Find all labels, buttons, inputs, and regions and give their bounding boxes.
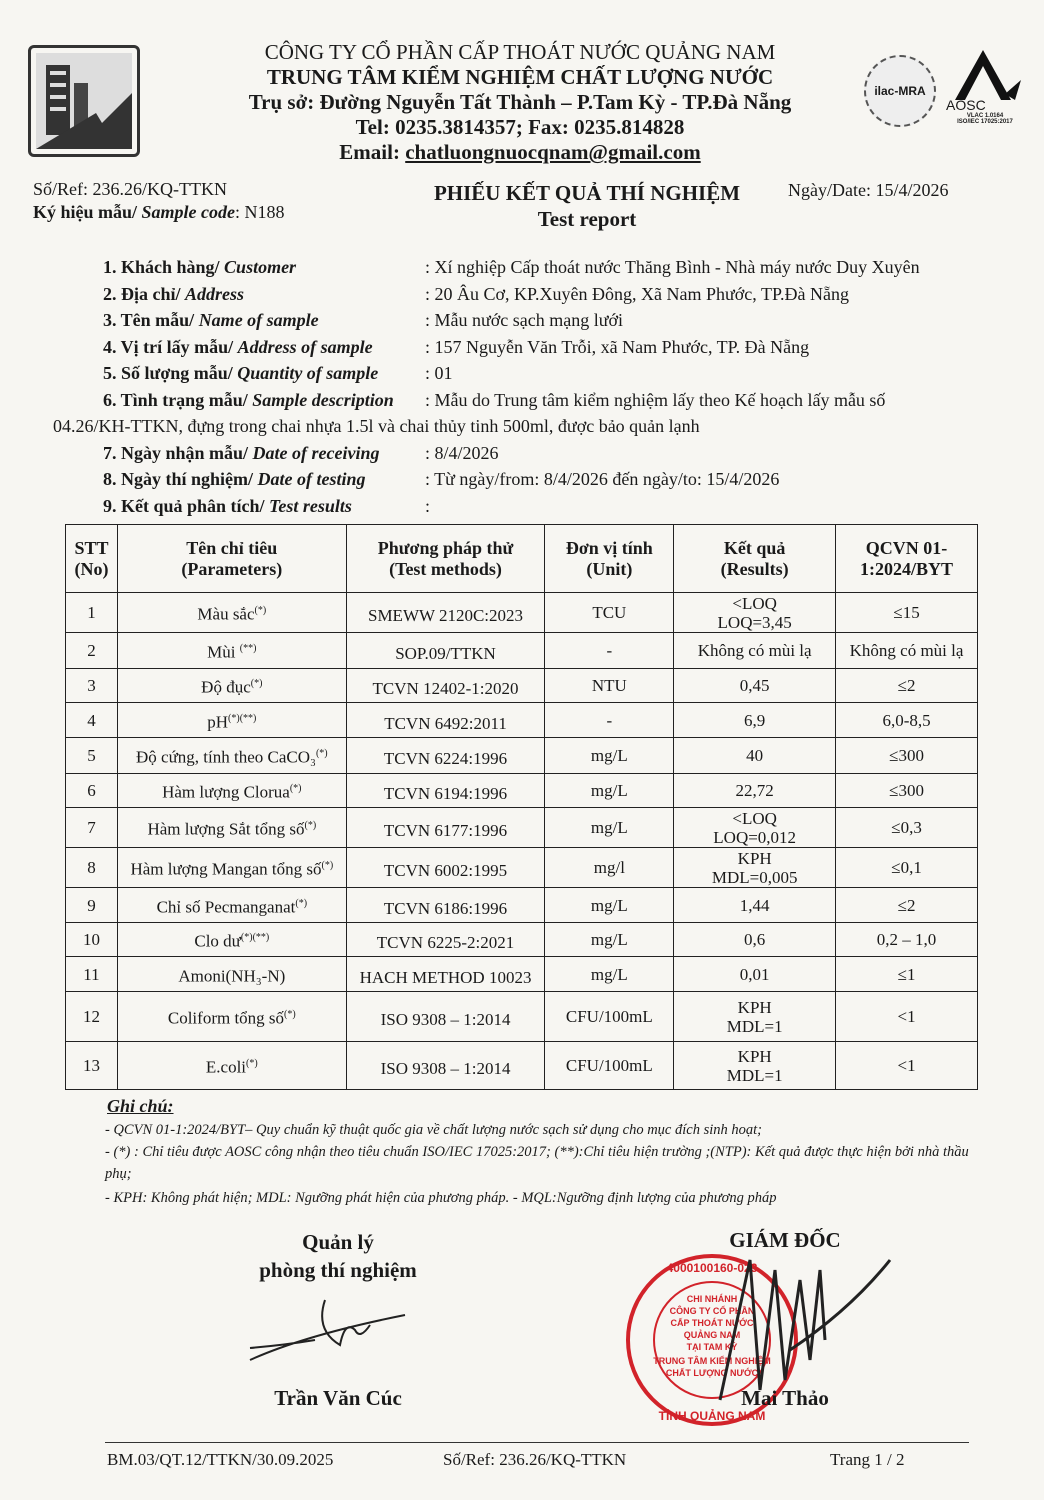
- row-number: 1: [66, 593, 118, 633]
- test-method: TCVN 6225-2:2021: [346, 923, 545, 957]
- result: KPH MDL=0,005: [674, 848, 836, 888]
- info-value-continued: 04.26/KH-TTKN, đựng trong chai nhựa 1.5l và chai thủy tinh 500ml, được bảo quản lạnh: [53, 416, 700, 436]
- center-name: TRUNG TÂM KIỂM NGHIỆM CHẤT LƯỢNG NƯỚC: [266, 65, 774, 89]
- table-row: [66, 957, 978, 992]
- test-method: SOP.09/TTKN: [346, 633, 545, 669]
- column-header: Đơn vị tính (Unit): [545, 525, 674, 593]
- standard-limit: ≤300: [836, 738, 978, 774]
- report-date: Ngày/Date: 15/4/2026: [788, 180, 949, 200]
- director-name: Mai Thảo: [741, 1386, 829, 1410]
- row-number: 4: [66, 703, 118, 738]
- column-header: Tên chỉ tiêu (Parameters): [117, 525, 346, 593]
- column-header: Kết quả (Results): [674, 525, 836, 593]
- info-row: 6. Tình trạng mẫu/ Sample description : Mẫu do Trung tâm kiểm nghiệm lấy theo Kế hoạch lấy mẫu số: [103, 387, 920, 414]
- info-value: : Từ ngày/from: 8/4/2026 đến ngày/to: 15/4/2026: [425, 469, 780, 489]
- row-number: 11: [66, 957, 118, 992]
- info-row: 9. Kết quả phân tích/ Test results :: [103, 493, 920, 520]
- sample-info: [53, 254, 920, 519]
- ilac-mra-logo: ilac-MRA: [864, 55, 936, 127]
- note-line: - (*) : Chỉ tiêu được AOSC công nhận theo tiêu chuẩn ISO/IEC 17025:2017; (**):Chỉ tiêu hiện trường ;(NTP): Kết quả được thực hiện bởi nhà thầu phụ;: [105, 1144, 969, 1182]
- svg-text:TỈNH QUẢNG NAM: TỈNH QUẢNG NAM: [658, 1409, 766, 1423]
- company-name: CÔNG TY CỔ PHẦN CẤP THOÁT NƯỚC QUẢNG NAM: [264, 40, 776, 64]
- result: <LOQ LOQ=0,012: [674, 808, 836, 848]
- parameter: Clo dư(*)(**): [117, 923, 346, 957]
- unit: CFU/100mL: [545, 992, 674, 1042]
- table-row: [66, 633, 978, 669]
- lab-manager-signature: [245, 1290, 425, 1370]
- unit: TCU: [545, 593, 674, 633]
- director-title: GIÁM ĐỐC: [729, 1228, 841, 1252]
- table-row: [66, 1042, 978, 1090]
- table-row: [66, 992, 978, 1042]
- row-number: 5: [66, 738, 118, 774]
- svg-text:4000100160-023: 4000100160-023: [666, 1261, 758, 1275]
- result: 6,9: [674, 703, 836, 738]
- test-method: SMEWW 2120C:2023: [346, 593, 545, 633]
- result: KPH MDL=1: [674, 1042, 836, 1090]
- phone-fax: Tel: 0235.3814357; Fax: 0235.814828: [355, 115, 685, 139]
- standard-limit: ≤2: [836, 888, 978, 923]
- parameter: Mùi (**): [117, 633, 346, 669]
- table-row: [66, 923, 978, 957]
- result: 0,45: [674, 669, 836, 703]
- standard-limit: ≤0,1: [836, 848, 978, 888]
- info-row: 8. Ngày thí nghiệm/ Date of testing : Từ ngày/from: 8/4/2026 đến ngày/to: 15/4/2026: [103, 466, 920, 493]
- svg-text:CẤP THOÁT NƯỚC: CẤP THOÁT NƯỚC: [670, 1318, 754, 1328]
- unit: mg/L: [545, 888, 674, 923]
- unit: mg/L: [545, 774, 674, 808]
- unit: -: [545, 703, 674, 738]
- info-row: 4. Vị trí lấy mẫu/ Address of sample : 157 Nguyễn Văn Trỗi, xã Nam Phước, TP. Đà Nẵng: [103, 334, 920, 361]
- test-method: TCVN 6186:1996: [346, 888, 545, 923]
- footer-divider: [105, 1442, 969, 1443]
- standard-limit: ≤1: [836, 957, 978, 992]
- parameter: Hàm lượng Sắt tổng số(*): [117, 808, 346, 848]
- parameter: Amoni(NH₃-N): [117, 957, 346, 992]
- unit: mg/L: [545, 923, 674, 957]
- info-row: 3. Tên mẫu/ Name of sample : Mẫu nước sạch mạng lưới: [103, 307, 920, 334]
- svg-text:CHẤT LƯỢNG NƯỚC: CHẤT LƯỢNG NƯỚC: [665, 1368, 759, 1378]
- info-value: : 20 Âu Cơ, KP.Xuyên Đông, Xã Nam Phước, TP.Đà Nẵng: [425, 283, 849, 304]
- svg-text:QUẢNG NAM: QUẢNG NAM: [683, 1330, 741, 1340]
- notes-title: Ghi chú:: [107, 1096, 174, 1116]
- svg-text:TRUNG TÂM KIỂM NGHIỆM: TRUNG TÂM KIỂM NGHIỆM: [653, 1356, 771, 1366]
- info-row: 7. Ngày nhận mẫu/ Date of receiving : 8/4/2026: [103, 440, 920, 467]
- company-logo: [28, 45, 140, 157]
- column-header: Phương pháp thử (Test methods): [346, 525, 545, 593]
- parameter: Hàm lượng Clorua(*): [117, 774, 346, 808]
- row-number: 8: [66, 848, 118, 888]
- form-code: BM.03/QT.12/TTKN/30.09.2025: [107, 1450, 334, 1469]
- unit: CFU/100mL: [545, 1042, 674, 1090]
- table-row: [66, 848, 978, 888]
- row-number: 9: [66, 888, 118, 923]
- table-row: [66, 703, 978, 738]
- address: Trụ sở: Đường Nguyễn Tất Thành – P.Tam Kỳ - TP.Đà Nẵng: [248, 90, 792, 114]
- test-method: ISO 9308 – 1:2014: [346, 992, 545, 1042]
- info-value: : 157 Nguyễn Văn Trỗi, xã Nam Phước, TP. Đà Nẵng: [425, 336, 810, 357]
- test-method: TCVN 6492:2011: [346, 703, 545, 738]
- standard-limit: ≤2: [836, 669, 978, 703]
- test-method: TCVN 6194:1996: [346, 774, 545, 808]
- standard-limit: ≤0,3: [836, 808, 978, 848]
- row-number: 10: [66, 923, 118, 957]
- row-number: 12: [66, 992, 118, 1042]
- parameter: Hàm lượng Mangan tổng số(*): [117, 848, 346, 888]
- unit: -: [545, 633, 674, 669]
- standard-limit: <1: [836, 1042, 978, 1090]
- ref-number: Số/Ref: 236.26/KQ-TTKN: [33, 179, 227, 199]
- report-title-block: [400, 180, 774, 232]
- test-method: TCVN 6224:1996: [346, 738, 545, 774]
- standard-limit: <1: [836, 992, 978, 1042]
- info-row: 2. Địa chỉ/ Address : 20 Âu Cơ, KP.Xuyên Đông, Xã Nam Phước, TP.Đà Nẵng: [103, 281, 920, 308]
- unit: NTU: [545, 669, 674, 703]
- row-number: 13: [66, 1042, 118, 1090]
- info-row: 1. Khách hàng/ Customer : Xí nghiệp Cấp thoát nước Thăng Bình - Nhà máy nước Duy Xuyên: [103, 254, 920, 281]
- results-table: [65, 524, 978, 1090]
- info-value: : Mẫu do Trung tâm kiểm nghiệm lấy theo Kế hoạch lấy mẫu số: [425, 389, 886, 410]
- parameter: Coliform tổng số(*): [117, 992, 346, 1042]
- lab-manager-name: Trần Văn Cúc: [274, 1386, 402, 1410]
- test-method: TCVN 12402-1:2020: [346, 669, 545, 703]
- standard-limit: ≤300: [836, 774, 978, 808]
- result: 1,44: [674, 888, 836, 923]
- standard-limit: Không có mùi lạ: [836, 633, 978, 669]
- table-row: [66, 888, 978, 923]
- parameter: pH(*)(**): [117, 703, 346, 738]
- svg-text:TẠI TAM KỲ: TẠI TAM KỲ: [686, 1342, 738, 1352]
- test-method: HACH METHOD 10023: [346, 957, 545, 992]
- result: KPH MDL=1: [674, 992, 836, 1042]
- director-signature: [700, 1240, 900, 1410]
- note-line: - KPH: Không phát hiện; MDL: Ngưỡng phát hiện của phương pháp. - MQL:Ngưỡng định lượng của phương pháp: [105, 1190, 777, 1206]
- unit: mg/L: [545, 808, 674, 848]
- info-value: : Mẫu nước sạch mạng lưới: [425, 310, 624, 330]
- test-method: TCVN 6177:1996: [346, 808, 545, 848]
- sample-code: Ký hiệu mẫu/ Sample code: N188: [33, 202, 285, 222]
- table-row: [66, 593, 978, 633]
- email-link[interactable]: chatluongnuocqnam@gmail.com: [405, 140, 701, 164]
- parameter: Độ cứng, tính theo CaCO₃(*): [117, 738, 346, 774]
- column-header: STT (No): [66, 525, 118, 593]
- letterhead: [200, 40, 840, 165]
- result: Không có mùi lạ: [674, 633, 836, 669]
- footer-ref: Số/Ref: 236.26/KQ-TTKN: [443, 1450, 627, 1469]
- unit: mg/L: [545, 957, 674, 992]
- info-row: 5. Số lượng mẫu/ Quantity of sample : 01: [103, 360, 920, 387]
- table-row: [66, 808, 978, 848]
- table-row: [66, 738, 978, 774]
- result: 40: [674, 738, 836, 774]
- standard-limit: 6,0-8,5: [836, 703, 978, 738]
- note-line: - QCVN 01-1:2024/BYT– Quy chuẩn kỹ thuật quốc gia về chất lượng nước sạch sử dụng cho mục đích sinh hoạt;: [105, 1122, 762, 1138]
- result: <LOQ LOQ=3,45: [674, 593, 836, 633]
- row-number: 2: [66, 633, 118, 669]
- info-value: : Xí nghiệp Cấp thoát nước Thăng Bình - Nhà máy nước Duy Xuyên: [425, 257, 920, 277]
- info-value: :: [425, 495, 431, 516]
- report-title: PHIẾU KẾT QUẢ THÍ NGHIỆM: [433, 181, 741, 205]
- svg-text:CHI NHÁNH: CHI NHÁNH: [686, 1294, 738, 1304]
- email-line: Email: chatluongnuocqnam@gmail.com: [339, 140, 701, 164]
- parameter: Màu sắc(*): [117, 593, 346, 633]
- page-number: Trang 1 / 2: [830, 1450, 905, 1469]
- result: 0,01: [674, 957, 836, 992]
- parameter: E.coli(*): [117, 1042, 346, 1090]
- result: 22,72: [674, 774, 836, 808]
- info-value: : 01: [425, 363, 453, 383]
- report-meta: [33, 178, 285, 224]
- unit: mg/L: [545, 738, 674, 774]
- parameter: Chỉ số Pecmanganat(*): [117, 888, 346, 923]
- notes: [107, 1095, 997, 1209]
- report-subtitle: Test report: [537, 207, 637, 231]
- aosc-logo: AOSC VLAC 1.0164 ISO/IEC 17025:2017: [944, 50, 1026, 136]
- row-number: 3: [66, 669, 118, 703]
- parameter: Độ đục(*): [117, 669, 346, 703]
- table-row: [66, 774, 978, 808]
- lab-manager-title: Quản lý phòng thí nghiệm: [259, 1230, 417, 1282]
- standard-limit: ≤15: [836, 593, 978, 633]
- table-row: [66, 669, 978, 703]
- test-method: TCVN 6002:1995: [346, 848, 545, 888]
- unit: mg/l: [545, 848, 674, 888]
- result: 0,6: [674, 923, 836, 957]
- test-method: ISO 9308 – 1:2014: [346, 1042, 545, 1090]
- column-header: QCVN 01- 1:2024/BYT: [836, 525, 978, 593]
- row-number: 7: [66, 808, 118, 848]
- info-value: : 8/4/2026: [425, 442, 499, 463]
- svg-text:CÔNG TY CỔ PHẦN: CÔNG TY CỔ PHẦN: [669, 1306, 755, 1316]
- row-number: 6: [66, 774, 118, 808]
- standard-limit: 0,2 – 1,0: [836, 923, 978, 957]
